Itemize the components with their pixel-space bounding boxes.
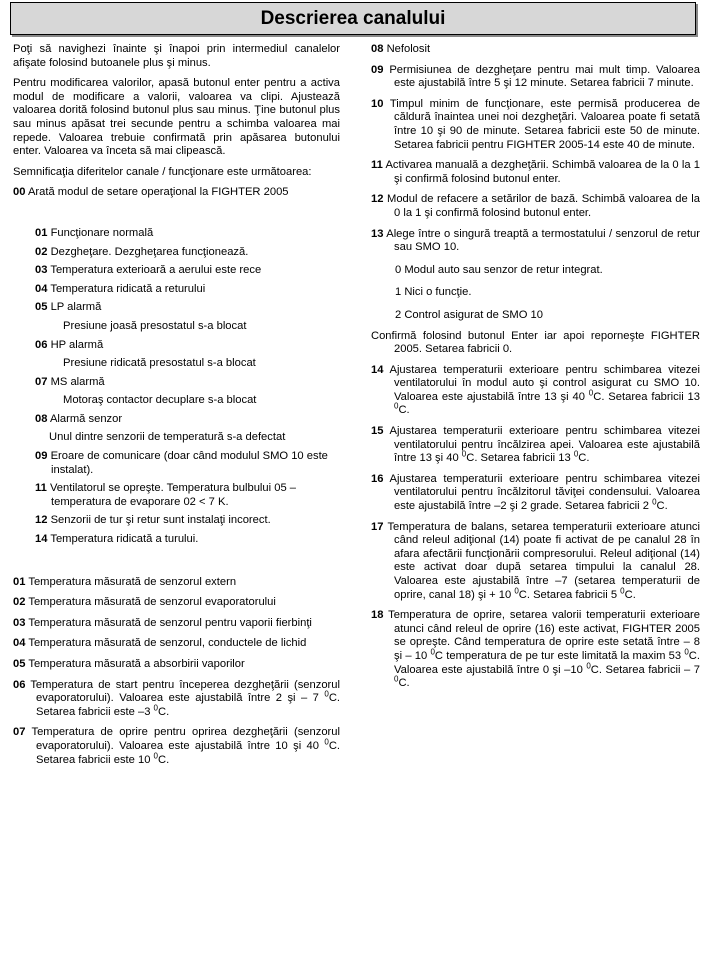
intro-paragraph: Semnificaţia diferitelor canale / funcţionare este următoarea: [13,165,312,178]
channel-12: 12 Modul de refacere a setărilor de bază. Schimbă valoarea de la 0 la 1 şi confirmă folosind butonul enter. [371,193,700,219]
mode-item: 11 Ventilatorul se opreşte. Temperatura bulbului 05 – temperatura de evaporare 02 < 7 K. [35,482,297,508]
channel-07: 07 Temperatura de oprire pentru oprirea dezgheţării (senzorul evaporatorului). Valoarea este ajustabilă între 10 şi 40 $^0$C. Setarea fabricii este 10 $^0$C. [13,726,340,766]
channel-13-option: 0 Modul auto sau senzor de retur integrat. [395,263,603,276]
channel-18: 18 Temperatura de oprire, setarea valorii temperaturii exterioare atunci când releul de oprire (16) este activat, FIGHTER 2005 se opreşte. Când temperatura de oprire este setată între – 8 şi – 10 $^0$C temperatura de pe tur este limitată la maxim 53 $^0$C. Valoarea este ajustabilă între 0 şi –10 $^0$C. Setarea fabricii – 7 $^0$C. [371,609,701,690]
channel-11: 11 Activarea manuală a dezgheţării. Schimbă valoarea de la 0 la 1 şi confirmă folosind butonul enter. [371,159,700,185]
channel-13-confirm: Confirmă folosind butonul Enter iar apoi reporneşte FIGHTER 2005. Setarea fabricii 0. [371,329,700,356]
left-column [13,43,340,767]
channel-15: 15 Ajustarea temperaturii exterioare pentru schimbarea vitezei ventilatorului pentru încălzirea apei. Valoarea este ajustabilă între 13 şi 40 $^0$C. Setarea fabricii 13 $^0$C. [371,425,700,465]
mode-item: 02 Dezgheţare. Dezgheţarea funcţionează. [35,245,249,258]
channel-04: 04 Temperatura măsurată de senzorul, conductele de lichid [13,637,307,650]
mode-item: 06 HP alarmă [35,338,104,351]
channel-17: 17 Temperatura de balans, setarea temperaturii exterioare atunci când releul adiţional (14) poate fi activat de pe canalul 28 în afara afectării funcţionării compresorului. Releul adiţional (14) este activat doar după setarea timpului la canalul 28. Valoarea este ajustabilă între –7 (setarea temperaturii de oprire, canal 18) şi + 10 $^0$C. Setarea fabricii 5 $^0$C. [371,520,701,601]
mode-item: 14 Temperatura ridicată a turului. [35,533,199,546]
channel-08: 08 Nefolosit [371,43,431,55]
mode-note: Unul dintre senzorii de temperatură s-a defectat [49,431,286,444]
channel-09: 09 Permisiunea de dezgheţare pentru mai mult timp. Valoarea este ajustabilă între 5 şi 12 minute. Setarea fabricii 7 minute. [371,63,700,90]
channel-00 [13,186,340,200]
channel-number: 00 [13,186,26,199]
mode-note: Motoraş contactor decuplare s-a blocat [63,394,257,407]
mode-item: 05 LP alarmă [35,301,102,314]
mode-note: Presiune joasă presostatul s-a blocat [63,319,247,332]
channel-03: 03 Temperatura măsurată de senzorul pentru vaporii fierbinţi [13,616,312,629]
mode-note: Presiune ridicată presostatul s-a blocat [63,357,256,370]
page-title: Descrierea canalului [260,8,446,29]
channel-06: 06 Temperatura de start pentru începerea dezgheţării (senzorul evaporatorului). Valoarea este ajustabilă între 2 şi – 7 $^0$C. Setarea fabricii este –3 $^0$C. [13,678,340,718]
mode-item: 08 Alarmă senzor [35,412,123,425]
mode-item: 03 Temperatura exterioară a aerului este rece [35,264,262,277]
mode-item: 07 MS alarmă [35,375,105,388]
channel-13: 13 Alege între o singură treaptă a termostatului / senzorul de retur sau SMO 10. [371,227,700,254]
mode-item: 12 Senzorii de tur şi retur sunt instalaţi incorect. [35,514,271,527]
channel-10: 10 Timpul minim de funcţionare, este permisă producerea de căldură înaintea unei noi dezgheţări. Valoarea poate fi setată între 10 şi 90 de minute. Setarea fabricii este 50 de minute. Setarea fabricii pentru FIGHTER 2005-14 este 40 de minute. [371,97,701,151]
channel-16: 16 Ajustarea temperaturii exterioare pentru schimbarea vitezei ventilatorului pentru încălzitorul tăviţei condensului. Valoarea este ajustabilă între –2 şi 2 grade. Setarea fabricii 2 $^0$C. [371,472,700,513]
channel-05: 05 Temperatura măsurată a absorbirii vaporilor [13,658,245,670]
channel-13-option: 1 Nici o funcţie. [395,286,472,299]
intro-paragraph: Poţi să navighezi înainte şi înapoi prin intermediul canalelor afişate folosind butoanele plus şi minus. [13,43,340,69]
title-bar [10,2,696,35]
intro-paragraph: Pentru modificarea valorilor, apasă butonul enter pentru a activa modul de modificare a valorii, valoarea va clipi. Ajustează valoarea dorită folosind butonul plus sau minus. Ţine butonul plus sau minus apăsat trei secunde pentru a schimba valoarea mai repede. Valoarea trebuie confirmată prin apăsarea butonului enter. Valoarea va înceta să mai clipească. [13,77,340,158]
mode-item: 09 Eroare de comunicare (doar când modulul SMO 10 este instalat). [35,450,328,476]
right-column [371,43,700,691]
channel-01: 01 Temperatura măsurată de senzorul extern [13,575,237,588]
mode-item: 01 Funcţionare normală [35,226,154,239]
channel-02: 02 Temperatura măsurată de senzorul evaporatorului [13,596,276,609]
channel-text: Arată modul de setare operaţional la FIGHTER 2005 [27,186,289,199]
mode-item: 04 Temperatura ridicată a returului [35,282,206,295]
channel-14: 14 Ajustarea temperaturii exterioare pentru schimbarea vitezei ventilatorului în modul auto şi control asigurat cu SMO 10. Valoarea este ajustabilă între 13 şi 40 $^0$C. Setarea fabricii 13 $^0$C. [371,363,700,417]
channel-13-option: 2 Control asigurat de SMO 10 [395,308,543,321]
